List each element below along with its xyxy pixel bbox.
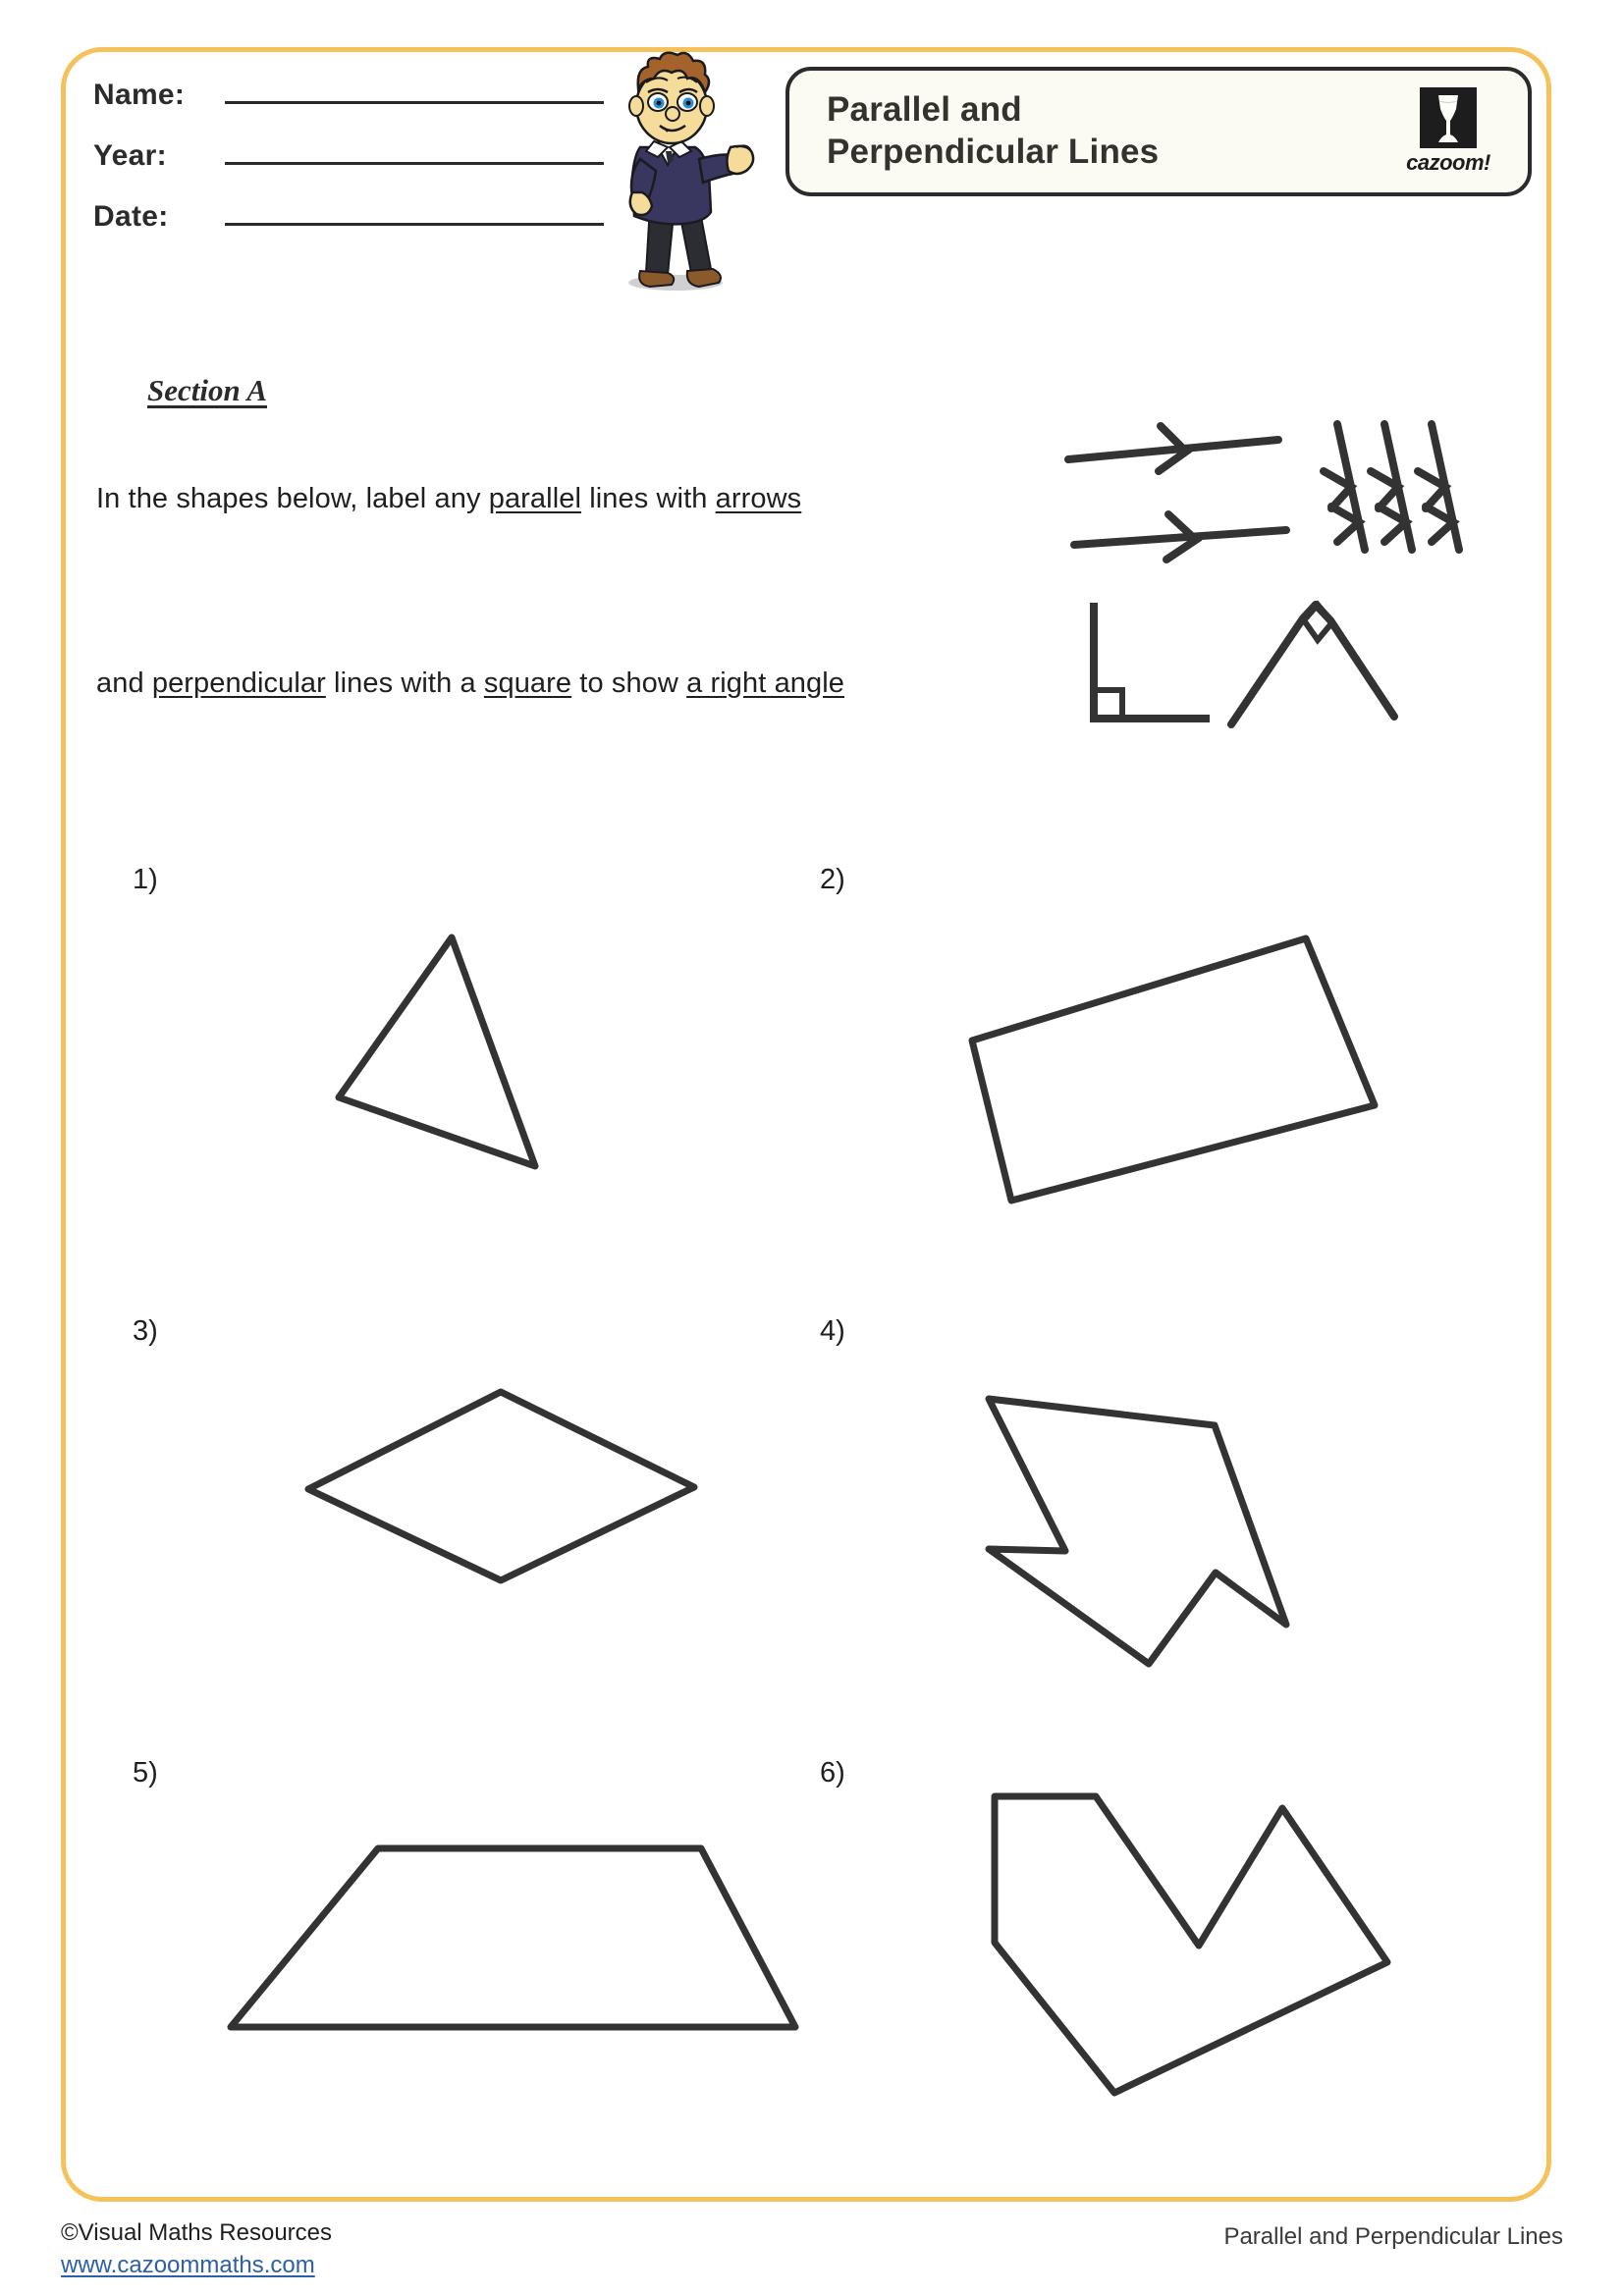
- footer-left: [61, 2216, 332, 2281]
- date-field-row: [93, 200, 604, 261]
- goblet-illusion-icon: [1420, 87, 1477, 148]
- name-field-row: [93, 79, 604, 139]
- shape-number-4: 4): [820, 1315, 845, 1347]
- footer-copyright: ©Visual Maths Resources: [61, 2219, 333, 2246]
- perpendicular-apex-example: [1231, 605, 1394, 724]
- shape-1-triangle: [211, 913, 761, 1247]
- instruction-perpendicular: [96, 667, 844, 700]
- footer-website-link[interactable]: www.cazoommaths.com: [61, 2252, 315, 2279]
- instruction-1-part-a: In the shapes below, label any: [96, 483, 489, 514]
- shape-6-concave-hexagon: [918, 1777, 1468, 2150]
- year-field-label: Year:: [93, 139, 167, 172]
- instruction-1-underline-parallel: parallel: [488, 483, 582, 514]
- shape-number-2: 2): [820, 864, 845, 895]
- date-write-line[interactable]: [225, 222, 604, 226]
- instruction-2-underline-right-angle: a right angle: [686, 667, 845, 699]
- shape-5-trapezium: [191, 1806, 839, 2120]
- footer-worksheet-label: Parallel and Perpendicular Lines: [1223, 2223, 1563, 2250]
- shape-3-rhombus: [211, 1364, 761, 1659]
- cazoom-logo: [1394, 80, 1502, 183]
- parallel-double-arrow-example: [1324, 424, 1459, 550]
- instruction-1-underline-arrows: arrows: [715, 483, 802, 514]
- logo-wordmark: cazoom!: [1406, 150, 1490, 175]
- worksheet-title-box: [785, 67, 1532, 196]
- instruction-2-part-c: to show: [571, 667, 687, 699]
- shape-number-6: 6): [820, 1757, 845, 1789]
- cartoon-boy-mascot-icon: [589, 49, 766, 294]
- name-field-label: Name:: [93, 79, 186, 111]
- shape-2-rotated-rectangle: [918, 903, 1507, 1237]
- notation-examples: [1060, 412, 1551, 766]
- instruction-2-part-b: lines with a: [325, 667, 484, 699]
- shape-number-5: 5): [133, 1757, 158, 1789]
- name-write-line[interactable]: [225, 100, 604, 104]
- shape-number-1: 1): [133, 864, 158, 895]
- parallel-single-arrow-example: [1068, 426, 1286, 560]
- shape-4-concave-arrow-polygon: [918, 1355, 1468, 1688]
- year-field-row: [93, 139, 604, 200]
- page-title-line-1: Parallel and: [827, 90, 1022, 130]
- year-write-line[interactable]: [225, 161, 604, 165]
- instruction-2-part-a: and: [96, 667, 152, 699]
- shape-number-3: 3): [133, 1315, 158, 1347]
- page-title: [827, 89, 1159, 173]
- student-info-fields: [93, 79, 604, 261]
- perpendicular-corner-example: [1094, 607, 1206, 719]
- section-a-heading: Section A: [147, 373, 268, 407]
- instruction-1-part-b: lines with: [581, 483, 716, 514]
- page-title-line-2: Perpendicular Lines: [827, 133, 1160, 171]
- instruction-2-underline-square: square: [483, 667, 572, 699]
- instruction-2-underline-perpendicular: perpendicular: [151, 667, 326, 699]
- date-field-label: Date:: [93, 200, 169, 233]
- instruction-parallel: [96, 483, 801, 515]
